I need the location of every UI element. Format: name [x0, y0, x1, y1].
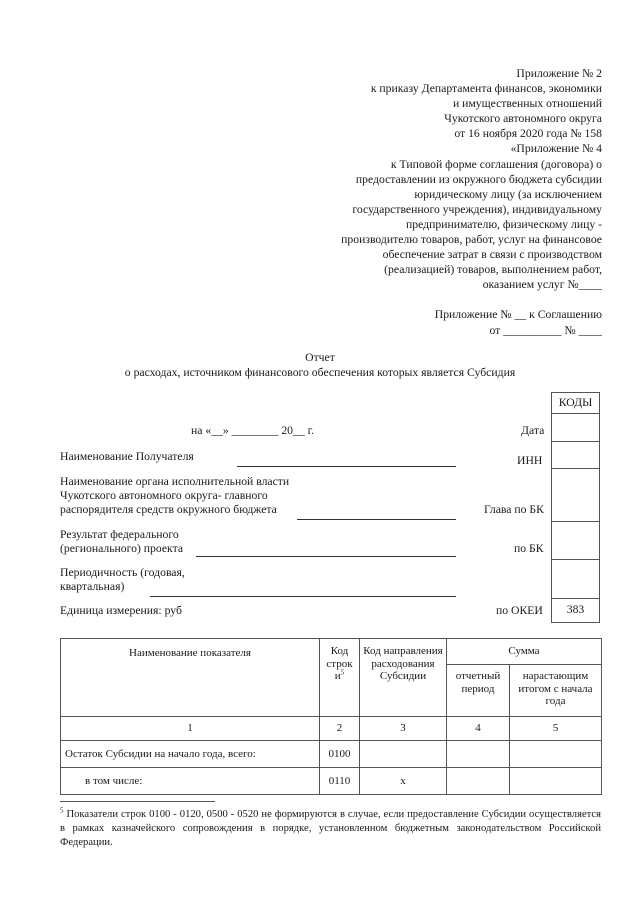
project-input-line[interactable] [196, 556, 456, 557]
header-line: к приказу Департамента финансов, экономики [370, 82, 602, 96]
authority-label-line: Наименование органа исполнительной власти [60, 475, 290, 488]
header-row-code-tail: и [334, 670, 341, 682]
unit-label: Единица измерения: руб [60, 604, 182, 617]
header-line: предпринимателю, физическому лицу - [406, 217, 602, 231]
period-code-cell[interactable] [551, 559, 600, 599]
header-line: Чукотского автономного округа [444, 112, 602, 126]
appendix-header [282, 66, 602, 292]
report-table [60, 638, 602, 795]
authority-label-line: Чукотского автономного округа- главного [60, 489, 268, 502]
header-line: Приложение № 2 [516, 67, 602, 80]
report-subtitle: о расходах, источником финансового обеспечения которых является Субсидия [124, 366, 516, 379]
project-label-line: (регионального) проекта [60, 542, 184, 555]
footnote-marker: 5 [340, 668, 345, 677]
agreement-line: Приложение № __ к Соглашению [434, 308, 602, 321]
okei-code-cell: 383 [551, 598, 600, 623]
period-label-line: квартальная) [60, 580, 125, 593]
agreement-date-line: от __________ № ____ [489, 323, 602, 337]
column-number: 2 [320, 717, 360, 741]
header-line: производителю товаров, работ, услуг на финансовое [341, 233, 602, 247]
project-label-line: Результат федерального [60, 528, 179, 541]
glava-bk-code-cell[interactable] [551, 468, 600, 522]
footnote-separator [60, 801, 215, 802]
header-line: (реализацией) товаров, выполнением работ, [384, 263, 602, 277]
report-title: Отчет [305, 351, 335, 364]
header-line: предоставлении из окружного бюджета субсидии [355, 172, 602, 186]
footnote-text: Показатели строк 0100 - 0120, 0500 - 0520 не формируются в случае, если предоставление Субсидии осуществляется в рамках казначейского сопровождения в порядке, установленном бюджетным законодательством Российской Федерации. [60, 809, 601, 848]
date-label: Дата [521, 424, 545, 437]
header-line: к Типовой форме соглашения (договора) о [390, 157, 602, 171]
header-cumulative: нарастающим итогом с начала года [510, 665, 602, 717]
recipient-input-line[interactable] [237, 466, 456, 467]
okei-label: по ОКЕИ [496, 604, 543, 617]
inn-label: ИНН [517, 454, 543, 467]
header-line: обеспечение затрат в связи с производством [382, 248, 602, 262]
table-row [61, 768, 602, 795]
bk-label: по БК [514, 542, 544, 555]
agreement-reference [435, 307, 602, 338]
inn-code-cell[interactable] [551, 441, 600, 469]
header-line: и имущественных отношений [452, 97, 602, 111]
row-code: 0100 [320, 741, 360, 768]
header-line: оказанием услуг №____ [482, 278, 602, 292]
authority-input-line[interactable] [297, 519, 456, 520]
bk-code-cell[interactable] [551, 521, 600, 560]
row-cumulative-cell[interactable] [510, 741, 602, 768]
report-date-field: на «__» ________ 20__ г. [191, 424, 315, 437]
header-indicator-name: Наименование показателя [61, 639, 320, 717]
header-line: государственного учреждения), индивидуальному [352, 202, 602, 216]
date-code-cell[interactable] [551, 413, 600, 442]
column-number: 3 [360, 717, 447, 741]
header-line: юридическому лицу (за исключением [414, 187, 602, 201]
header-row-code-text: Код строк [326, 645, 353, 670]
header-line: от 16 ноября 2020 года № 158 [454, 127, 602, 141]
footnote [60, 808, 601, 850]
authority-label-line: распорядителя средств окружного бюджета [60, 503, 277, 516]
row-cumulative-cell[interactable] [510, 768, 602, 795]
row-period-cell[interactable] [447, 768, 510, 795]
period-input-line[interactable] [150, 596, 456, 597]
column-number: 1 [61, 717, 320, 741]
column-number: 4 [447, 717, 510, 741]
table-row [61, 741, 602, 768]
header-line: «Приложение № 4 [510, 142, 602, 156]
column-number: 5 [510, 717, 602, 741]
codes-header: КОДЫ [551, 392, 600, 414]
period-label-line: Периодичность (годовая, [60, 566, 185, 579]
row-period-cell[interactable] [447, 741, 510, 768]
recipient-label: Наименование Получателя [60, 450, 194, 463]
row-direction-cell: x [360, 768, 447, 795]
glava-bk-label: Глава по БК [484, 503, 544, 516]
header-direction-code: Код направления расходования Субсидии [360, 639, 447, 717]
header-reporting-period: отчетный период [447, 665, 510, 717]
header-sum: Сумма [447, 639, 602, 665]
row-direction-cell[interactable] [360, 741, 447, 768]
footnote-number: 5 [60, 806, 64, 815]
row-code: 0110 [320, 768, 360, 795]
row-name: в том числе: [61, 768, 320, 795]
row-name: Остаток Субсидии на начало года, всего: [61, 741, 320, 768]
header-row-code [320, 639, 360, 717]
